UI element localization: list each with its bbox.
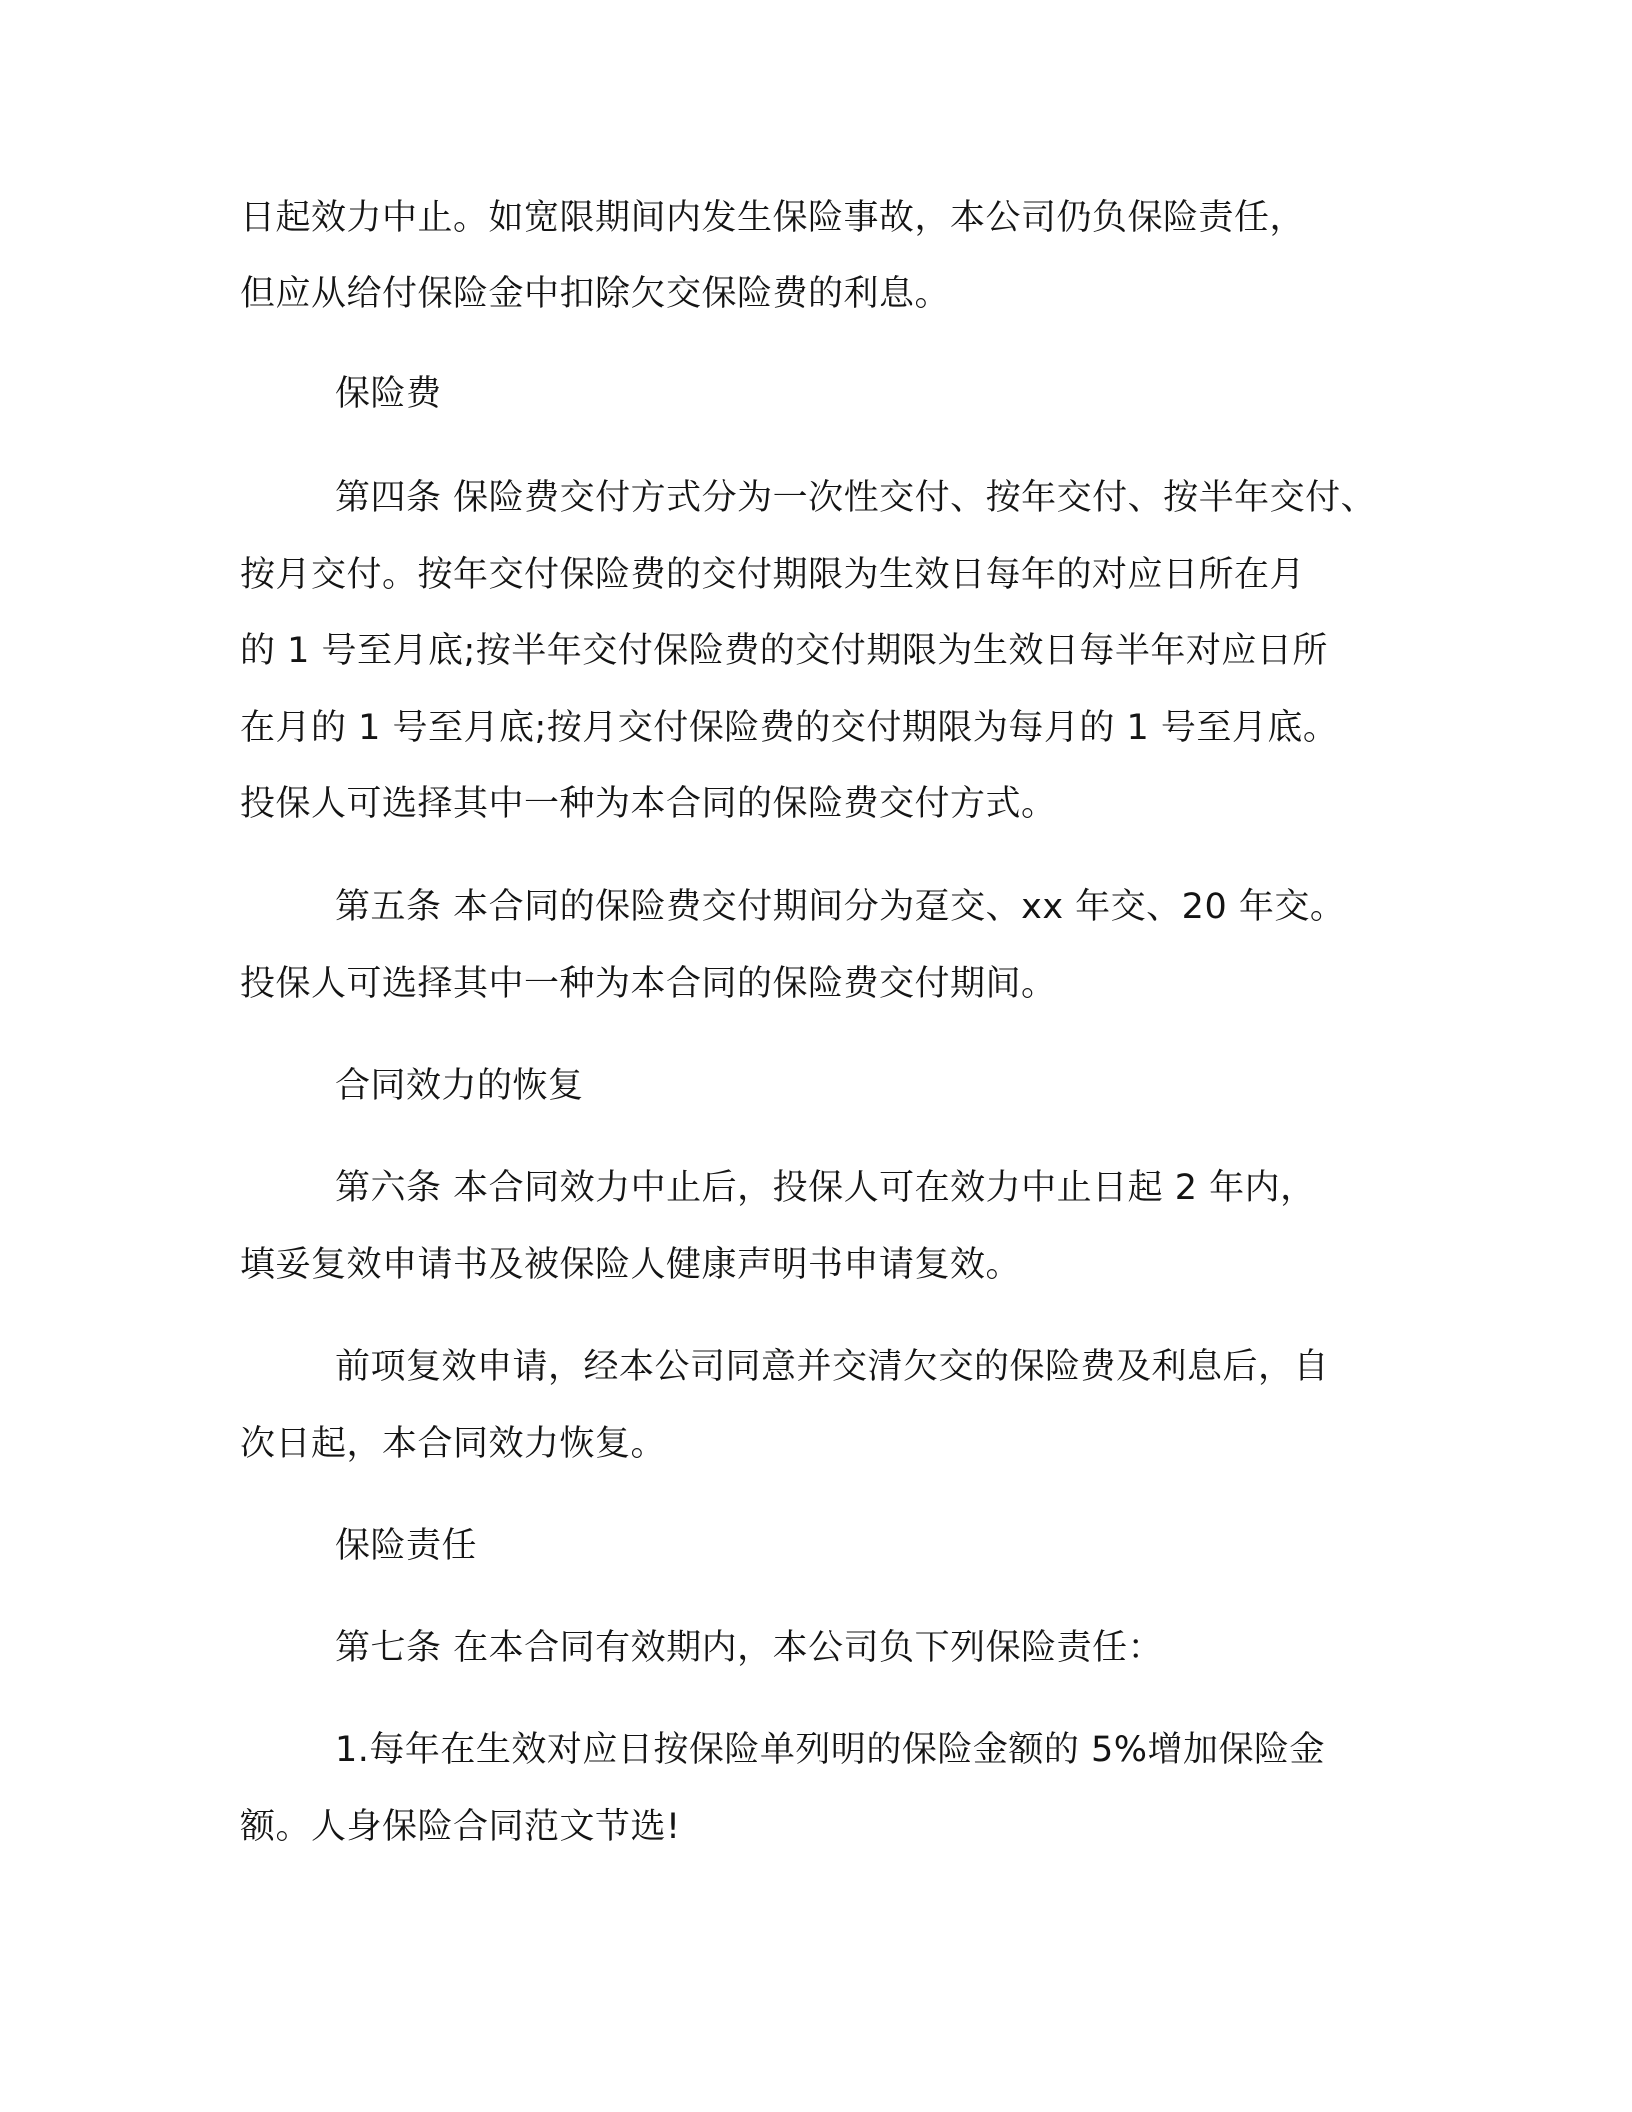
text-line: 第四条 保险费交付方式分为一次性交付、按年交付、按半年交付、: [335, 478, 1377, 518]
text-line: 1.每年在生效对应日按保险单列明的保险金额的 5%增加保险金: [335, 1730, 1326, 1770]
text-line: 第六条 本合同效力中止后，投保人可在效力中止日起 2 年内，: [335, 1168, 1316, 1208]
text-line: 但应从给付保险金中扣除欠交保险费的利息。: [240, 274, 951, 314]
section-heading: 保险责任: [335, 1526, 478, 1566]
section-heading: 保险费: [335, 374, 442, 414]
text-line: 在月的 1 号至月底;按月交付保险费的交付期限为每月的 1 号至月底。: [240, 708, 1339, 748]
text-line: 第七条 在本合同有效期内，本公司负下列保险责任：: [335, 1628, 1164, 1668]
text-line: 日起效力中止。如宽限期间内发生保险事故，本公司仍负保险责任，: [240, 198, 1306, 238]
text-line: 投保人可选择其中一种为本合同的保险费交付期间。: [240, 964, 1057, 1004]
text-line: 第五条 本合同的保险费交付期间分为趸交、xx 年交、20 年交。: [335, 887, 1346, 927]
text-line: 投保人可选择其中一种为本合同的保险费交付方式。: [240, 784, 1057, 824]
section-heading: 合同效力的恢复: [335, 1066, 584, 1106]
text-line: 按月交付。按年交付保险费的交付期限为生效日每年的对应日所在月: [240, 555, 1306, 595]
text-line: 前项复效申请，经本公司同意并交清欠交的保险费及利息后，自: [335, 1347, 1330, 1387]
text-line: 次日起，本合同效力恢复。: [240, 1424, 667, 1464]
text-line: 填妥复效申请书及被保险人健康声明书申请复效。: [240, 1245, 1022, 1285]
text-line: 的 1 号至月底;按半年交付保险费的交付期限为生效日每半年对应日所: [240, 631, 1328, 671]
text-line: 额。人身保险合同范文节选!: [240, 1807, 681, 1847]
